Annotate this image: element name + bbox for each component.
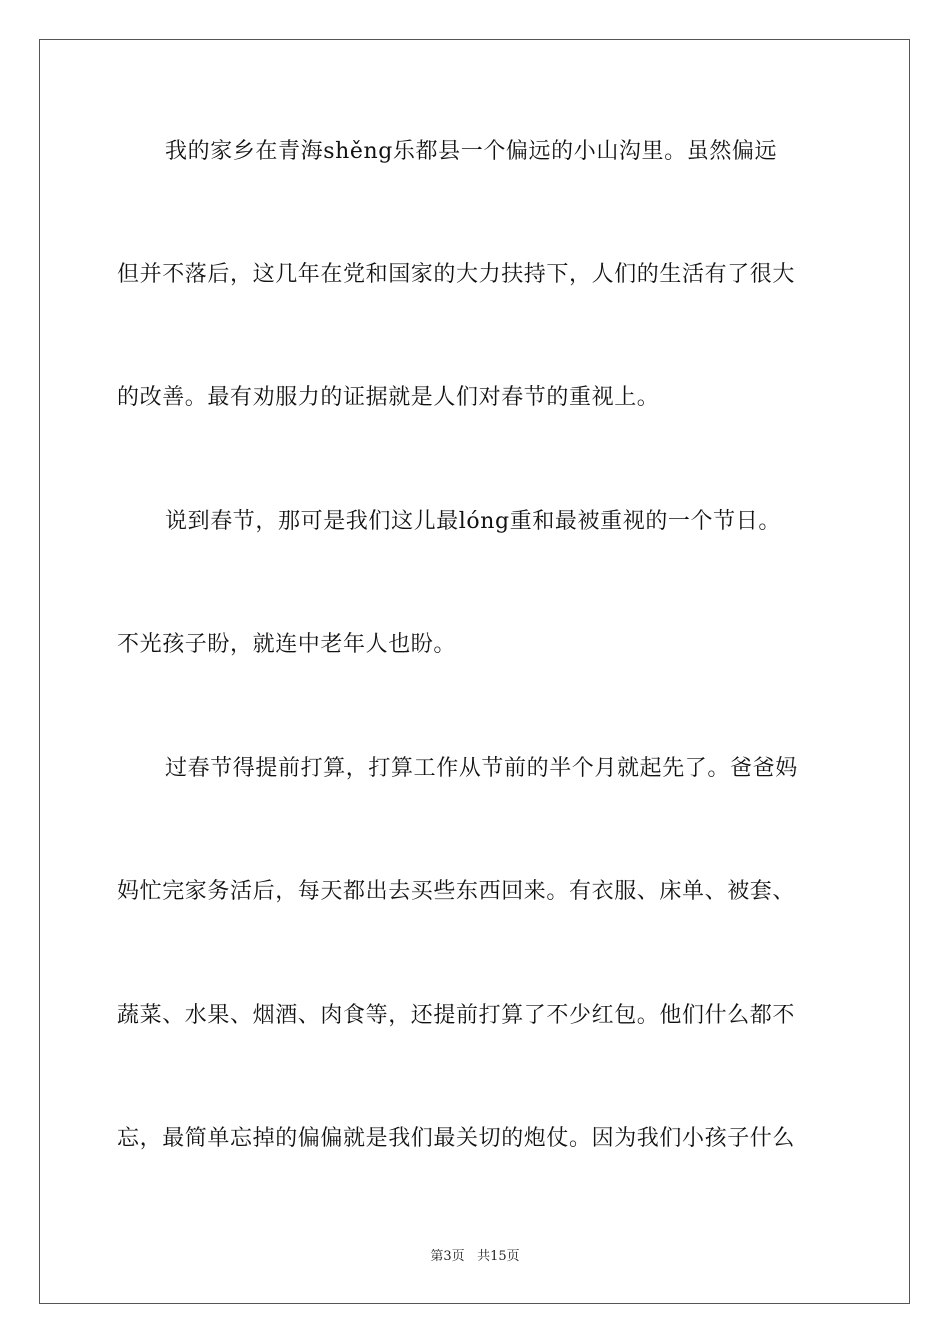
paragraph-2-line-2: 不光孩子盼，就连中老年人也盼。 [117, 632, 457, 657]
page-number: 第3页 [430, 1249, 465, 1264]
paragraph-2-line-1: 说到春节，那可是我们这儿最lóng重和最被重视的一个节日。 [165, 509, 781, 534]
paragraph-1-line-2: 但并不落后，这几年在党和国家的大力扶持下，人们的生活有了很大 [117, 262, 796, 287]
paragraph-3-line-4: 忘，最简单忘掉的偏偏就是我们最关切的炮仗。因为我们小孩子什么 [117, 1126, 796, 1151]
paragraph-1-line-1: 我的家乡在青海shěng乐都县一个偏远的小山沟里。虽然偏远 [165, 139, 778, 164]
page-border [39, 39, 910, 1304]
paragraph-3-line-3: 蔬菜、水果、烟酒、肉食等，还提前打算了不少红包。他们什么都不 [117, 1003, 796, 1028]
page-footer [0, 1248, 950, 1266]
paragraph-1-line-3: 的改善。最有劝服力的证据就是人们对春节的重视上。 [117, 385, 660, 410]
paragraph-3-line-1: 过春节得提前打算，打算工作从节前的半个月就起先了。爸爸妈 [165, 756, 798, 781]
paragraph-3-line-2: 妈忙完家务活后，每天都出去买些东西回来。有衣服、床单、被套、 [117, 879, 796, 904]
page-total: 共15页 [477, 1249, 520, 1264]
